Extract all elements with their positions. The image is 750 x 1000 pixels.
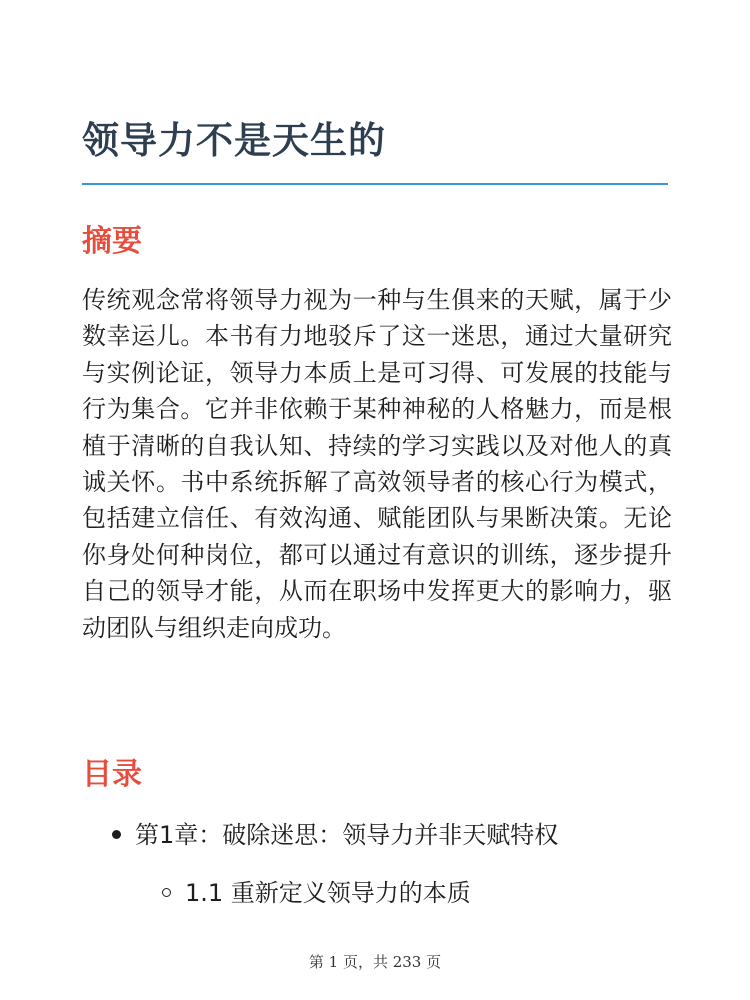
bullet-disc-icon: [112, 830, 121, 839]
abstract-heading: 摘要: [82, 224, 142, 259]
toc-item-label: 第1章：破除迷思：领导力并非天赋特权: [135, 821, 559, 849]
toc-heading: 目录: [82, 757, 142, 792]
toc-item-section-1-1[interactable]: [162, 876, 471, 910]
bullet-circle-icon: [162, 888, 171, 897]
title-divider: [82, 183, 668, 185]
toc-item-chapter-1[interactable]: [112, 818, 558, 852]
document-title: 领导力不是天生的: [82, 119, 386, 162]
abstract-paragraph: 传统观念常将领导力视为一种与生俱来的天赋，属于少数幸运儿。本书有力地驳斥了这一迷思，通过大量研究与实例论证，领导力本质上是可习得、可发展的技能与行为集合。它并非依赖于某种神秘的人格魅力，而是根植于清晰的自我认知、持续的学习实践以及对他人的真诚关怀。书中系统拆解了高效领导者的核心行为模式，包括建立信任、有效沟通、赋能团队与果断决策。无论你身处何种岗位，都可以通过有意识的训练，逐步提升自己的领导才能，从而在职场中发挥更大的影响力，驱动团队与组织走向成功。: [82, 286, 672, 642]
toc-item-label: 1.1 重新定义领导力的本质: [185, 879, 471, 907]
page-number-footer: 第 1 页，共 233 页: [308, 953, 442, 971]
